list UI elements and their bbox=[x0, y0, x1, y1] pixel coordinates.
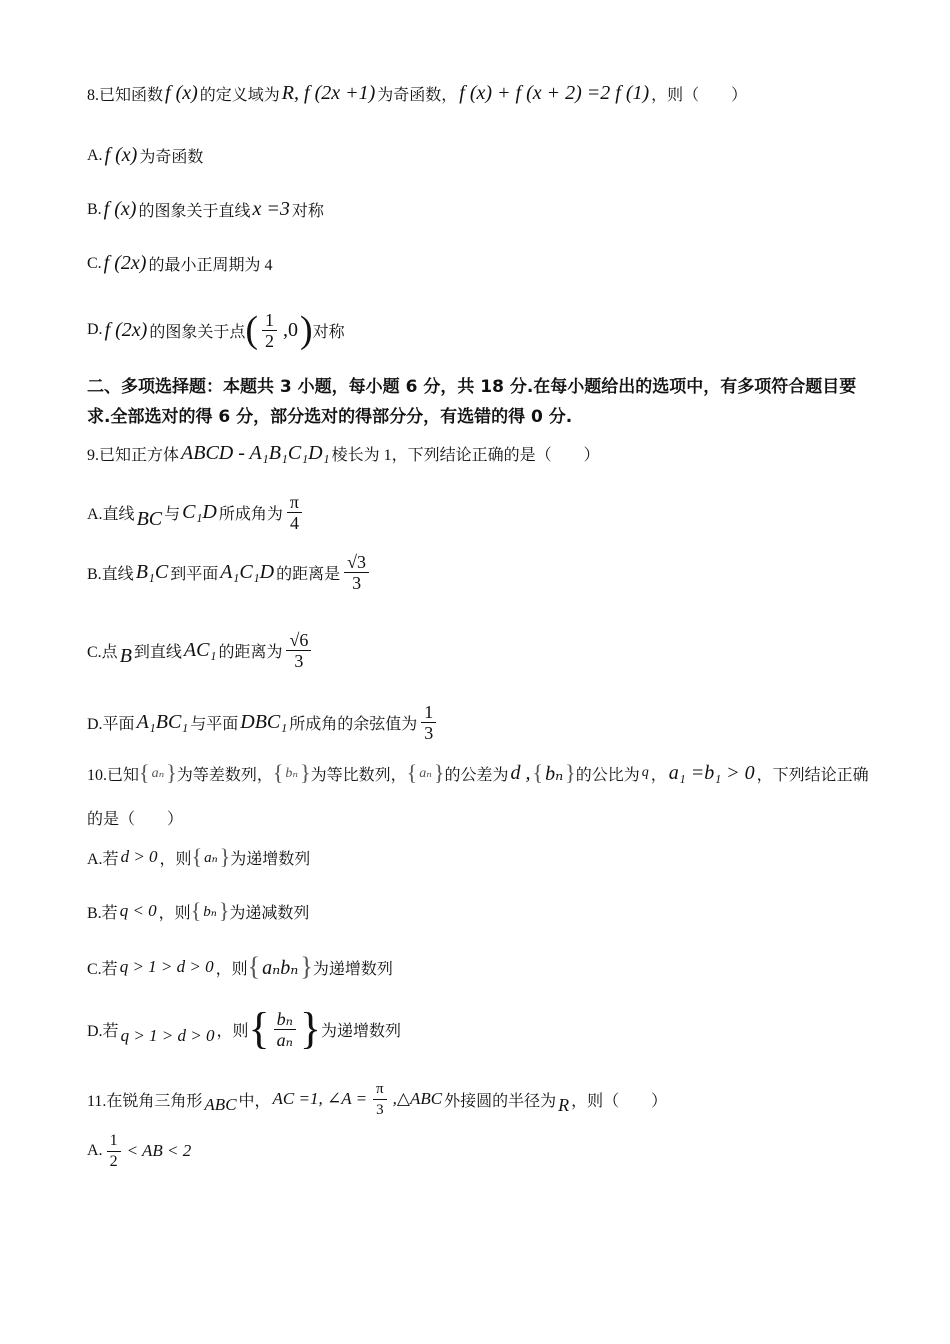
option-formula: B bbox=[119, 644, 132, 667]
option-text-2: 所成角为 bbox=[218, 505, 283, 523]
fraction-numerator: bₙ bbox=[274, 1009, 296, 1030]
option-text-2: 为递增数列 bbox=[312, 960, 393, 978]
option-text: 的图象关于直线 bbox=[138, 203, 251, 220]
option-formula: < AB < 2 bbox=[126, 1141, 192, 1160]
option-text-2: 为递增数列 bbox=[321, 1022, 402, 1040]
fraction-numerator: π bbox=[287, 492, 302, 513]
option-formula: q < 0 bbox=[119, 901, 157, 920]
fraction-denominator: 3 bbox=[294, 650, 304, 671]
option-label: B.若 bbox=[87, 904, 118, 922]
right-brace: } bbox=[300, 760, 311, 785]
option-text-2: 为递增数列 bbox=[230, 850, 311, 868]
left-brace: { bbox=[248, 1004, 270, 1053]
q10-text-1: 为等差数列， bbox=[176, 766, 273, 784]
option-formula-2: A₁C₁D bbox=[220, 560, 275, 583]
q8-option-d[interactable] bbox=[87, 302, 890, 358]
option-formula-2: DBC₁ bbox=[240, 710, 288, 733]
q11-formula-tri: ,△ABC bbox=[392, 1089, 443, 1108]
fraction bbox=[287, 492, 302, 533]
option-label: C.若 bbox=[87, 960, 118, 978]
option-formula: f (2x) bbox=[104, 318, 148, 341]
fraction-numerator: √6 bbox=[286, 630, 311, 651]
fraction-denominator: 3 bbox=[424, 722, 434, 743]
point-coordinate: ,0 bbox=[283, 318, 298, 341]
right-paren: ) bbox=[300, 309, 313, 351]
q10-option-a[interactable] bbox=[87, 844, 890, 870]
q10-option-d[interactable] bbox=[87, 1000, 890, 1058]
fraction bbox=[107, 1131, 121, 1172]
fraction-denominator: 3 bbox=[376, 1101, 384, 1118]
question-11 bbox=[87, 1076, 890, 1122]
q10-cont: 的是（ ） bbox=[87, 811, 184, 828]
left-paren: ( bbox=[245, 309, 258, 351]
q11-text-1: 中， bbox=[238, 1092, 271, 1110]
option-formula: q > 1 > d > 0 bbox=[120, 1026, 215, 1045]
option-formula: q > 1 > d > 0 bbox=[119, 957, 214, 976]
question-8 bbox=[87, 82, 890, 105]
option-text: 的图象关于点 bbox=[149, 323, 246, 341]
q8-formula-fx: f (x) bbox=[165, 82, 198, 104]
seq-b: bₙ bbox=[285, 765, 299, 781]
option-formula-2: C₁D bbox=[182, 500, 217, 523]
left-brace: { bbox=[191, 844, 203, 869]
left-brace: { bbox=[406, 760, 418, 785]
q8-formula-domain: R, f (2x +1) bbox=[281, 82, 376, 104]
option-text: 到直线 bbox=[133, 643, 182, 661]
seq-a: aₙ bbox=[204, 849, 218, 866]
option-formula: f (2x) bbox=[103, 252, 147, 274]
option-formula: BC bbox=[136, 507, 163, 530]
option-label: D.平面 bbox=[87, 715, 135, 733]
right-brace: } bbox=[218, 898, 230, 923]
q10-formula-q: q bbox=[641, 765, 649, 780]
fraction bbox=[421, 702, 436, 743]
fraction-denominator: 3 bbox=[352, 572, 362, 593]
q10-text-3: 的公差为 bbox=[444, 766, 509, 784]
seq-b: bₙ bbox=[545, 762, 564, 785]
option-formula-2: AC₁ bbox=[183, 638, 217, 661]
option-label: C.点 bbox=[87, 643, 118, 661]
option-label: A. bbox=[87, 1142, 103, 1159]
left-brace: { bbox=[190, 898, 202, 923]
fraction-numerator: 1 bbox=[107, 1131, 121, 1152]
q8-option-b[interactable] bbox=[87, 198, 890, 221]
option-text-2: 所成角的余弦值为 bbox=[289, 715, 418, 733]
left-brace: { bbox=[272, 760, 284, 785]
left-brace: { bbox=[532, 760, 544, 785]
option-text: 的最小正周期为 4 bbox=[148, 257, 273, 274]
q9-formula-cube: ABCD - A₁B₁C₁D₁ bbox=[181, 442, 330, 464]
right-brace: } bbox=[300, 952, 313, 981]
option-formula: f (x) bbox=[103, 198, 137, 220]
q9-text: 棱长为 1，下列结论正确的是（ ） bbox=[331, 447, 600, 464]
fraction bbox=[274, 1009, 296, 1050]
q9-option-b[interactable] bbox=[87, 544, 890, 600]
q11-text-2: 外接圆的半径为 bbox=[444, 1092, 557, 1110]
option-formula: A₁BC₁ bbox=[136, 710, 189, 733]
q11-text-3: ，则（ ） bbox=[571, 1092, 668, 1110]
q10-formula-d: d , bbox=[510, 761, 531, 784]
fraction-denominator: 4 bbox=[289, 512, 299, 533]
right-brace: } bbox=[299, 1004, 322, 1053]
q8-option-c[interactable] bbox=[87, 252, 890, 275]
option-text-2: 的距离是 bbox=[276, 565, 341, 583]
q9-option-a[interactable] bbox=[87, 486, 890, 538]
q11-prefix: 11.在锐角三角形 bbox=[87, 1092, 203, 1110]
option-text: ，则 bbox=[159, 850, 192, 868]
q10-text-4: 的公比为 bbox=[575, 766, 640, 784]
option-label: C. bbox=[87, 254, 102, 272]
seq-a: aₙ bbox=[419, 765, 432, 781]
q8-formula-relation: f (x) + f (x + 2) =2 f (1) bbox=[459, 82, 650, 104]
q8-text-then: ，则（ ） bbox=[651, 87, 748, 104]
fraction-denominator: 2 bbox=[265, 330, 274, 351]
option-label: A. bbox=[87, 146, 103, 164]
option-formula: d > 0 bbox=[120, 847, 158, 866]
q8-text-domain: 的定义域为 bbox=[199, 87, 280, 104]
fraction bbox=[373, 1079, 387, 1120]
fraction bbox=[344, 552, 369, 593]
q10-text-2: 为等比数列， bbox=[310, 766, 407, 784]
right-brace: } bbox=[166, 760, 177, 785]
option-label: D.若 bbox=[87, 1022, 119, 1040]
option-text: 到平面 bbox=[170, 565, 219, 583]
option-formula: B₁C bbox=[135, 560, 169, 583]
q11-formula-triangle: ABC bbox=[204, 1095, 237, 1114]
q10-option-c[interactable] bbox=[87, 952, 890, 982]
seq-ab: aₙbₙ bbox=[262, 956, 299, 979]
option-label: B. bbox=[87, 200, 102, 218]
option-text-2: 的距离为 bbox=[218, 643, 283, 661]
q9-option-d[interactable] bbox=[87, 700, 890, 744]
option-text: ，则 bbox=[215, 960, 248, 978]
fraction-denominator: aₙ bbox=[276, 1029, 293, 1050]
option-text: ，则 bbox=[216, 1022, 249, 1040]
question-9 bbox=[87, 442, 890, 465]
q10-prefix: 10.已知 bbox=[87, 766, 140, 784]
option-text: 与平面 bbox=[190, 715, 239, 733]
section-heading: 二、多项选择题：本题共 3 小题，每小题 6 分，共 18 分.在每小题给出的选项中，有多项符合题目要求.全部选对的得 6 分，部分选对的得部分分，有选错的得 0 分. bbox=[87, 377, 857, 427]
option-formula-2: x =3 bbox=[252, 198, 290, 220]
fraction bbox=[262, 310, 277, 351]
q9-option-c[interactable] bbox=[87, 622, 890, 678]
question-10-cont bbox=[87, 806, 890, 829]
question-10 bbox=[87, 760, 890, 786]
q10-text-5: ， bbox=[650, 766, 667, 784]
q11-formula-r: R bbox=[558, 1094, 570, 1115]
option-text: ，则 bbox=[158, 904, 191, 922]
fraction-denominator: 2 bbox=[109, 1152, 118, 1170]
fraction-numerator: 1 bbox=[421, 702, 436, 723]
seq-b: bₙ bbox=[203, 903, 217, 920]
q8-option-a[interactable] bbox=[87, 144, 890, 167]
fraction-numerator: π bbox=[373, 1079, 387, 1100]
right-brace: } bbox=[565, 760, 576, 785]
option-text-2: 对称 bbox=[312, 323, 345, 341]
left-brace: { bbox=[247, 952, 261, 981]
right-brace: } bbox=[219, 844, 231, 869]
left-brace: { bbox=[139, 760, 150, 785]
q8-prefix: 8.已知函数 bbox=[87, 87, 164, 104]
option-text: 为奇函数 bbox=[139, 149, 204, 166]
option-text-2: 为递减数列 bbox=[229, 904, 310, 922]
option-text: 与 bbox=[164, 505, 181, 523]
seq-a: aₙ bbox=[151, 765, 165, 781]
q8-text-odd: 为奇函数， bbox=[377, 87, 458, 104]
option-formula: f (x) bbox=[104, 144, 138, 166]
fraction bbox=[286, 630, 311, 671]
q11-formula-given: AC =1, ∠A = bbox=[272, 1089, 368, 1108]
option-label: D. bbox=[87, 321, 103, 338]
option-label: B.直线 bbox=[87, 565, 134, 583]
q9-prefix: 9.已知正方体 bbox=[87, 447, 180, 464]
right-brace: } bbox=[433, 760, 445, 785]
fraction-numerator: 1 bbox=[262, 310, 277, 331]
option-label: A.若 bbox=[87, 850, 119, 868]
q11-option-a[interactable] bbox=[87, 1128, 890, 1174]
q10-text-6: ，下列结论正确 bbox=[756, 766, 869, 784]
q10-option-b[interactable] bbox=[87, 898, 890, 924]
fraction-numerator: √3 bbox=[344, 552, 369, 573]
option-text-2: 对称 bbox=[291, 203, 324, 220]
option-label: A.直线 bbox=[87, 505, 135, 523]
q10-formula-init: a₁ =b₁ > 0 bbox=[668, 761, 755, 784]
